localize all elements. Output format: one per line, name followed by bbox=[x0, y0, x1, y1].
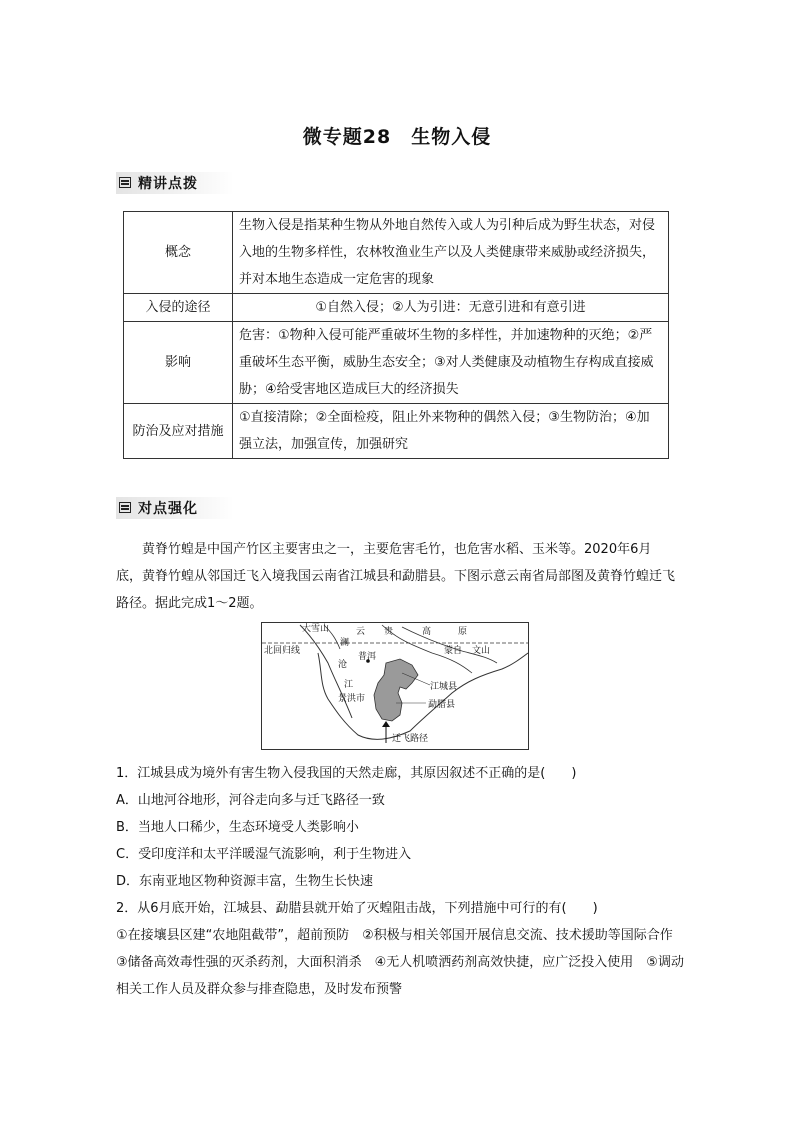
notebook-icon bbox=[119, 502, 131, 513]
label-puer: 普洱 bbox=[358, 652, 377, 662]
label-route: 迁飞路径 bbox=[392, 734, 429, 744]
section-header-explanation bbox=[116, 172, 234, 194]
label-jinghong: 景洪市 bbox=[338, 694, 366, 704]
row-key: 概念 bbox=[124, 212, 233, 294]
yunnan-map bbox=[261, 622, 529, 750]
highlight-counties bbox=[374, 659, 418, 721]
section-label: 对点强化 bbox=[138, 501, 198, 517]
label-jiang: 江 bbox=[344, 680, 354, 690]
label-lan: 澜 bbox=[340, 638, 350, 648]
label-mengla: 勐腊县 bbox=[428, 700, 456, 710]
notebook-icon bbox=[119, 177, 131, 188]
passage-text: 黄脊竹蝗是中国产竹区主要害虫之一，主要危害毛竹，也危害水稻、玉米等。2020年6月底，黄脊竹蝗从邻国迁飞入境我国云南省江城县和勐腊县。下图示意云南省局部图及黄脊竹蝗迁飞路径。据此完成1～2题。 bbox=[116, 542, 676, 611]
row-value: ①自然入侵；②人为引进：无意引进和有意引进 bbox=[233, 294, 669, 322]
route-arrow bbox=[382, 721, 390, 727]
option-a: A．山地河谷地形，河谷走向多与迁飞路径一致 bbox=[116, 793, 385, 808]
label-tropic: 北回归线 bbox=[264, 646, 301, 656]
table-row bbox=[124, 294, 669, 322]
info-table bbox=[123, 211, 669, 459]
question-1 bbox=[116, 760, 686, 895]
river-2 bbox=[402, 627, 497, 663]
label-cang: 沧 bbox=[338, 660, 348, 670]
label-mengzi: 蒙自 bbox=[444, 646, 463, 656]
table-row bbox=[124, 212, 669, 294]
label-yuan: 原 bbox=[458, 627, 468, 637]
table-row bbox=[124, 322, 669, 404]
label-gui: 贵 bbox=[384, 627, 394, 637]
question-2 bbox=[116, 895, 686, 1003]
label-gao: 高 bbox=[422, 627, 432, 637]
question-options-text: ①在接壤县区建“农地阻截带”，超前预防 ②积极与相关邻国开展信息交流、技术援助等国际合作 ③储备高效毒性强的灭杀药剂，大面积消杀 ④无人机喷洒药剂高效快捷，应广泛投入使用 ⑤调动相关工作人员及群众参与排查隐患，及时发布预警 bbox=[116, 928, 686, 997]
row-value: ①直接清除；②全面检疫，阻止外来物种的偶然入侵；③生物防治；④加强立法，加强宣传，加强研究 bbox=[233, 404, 669, 459]
question-stem: 1．江城县成为境外有害生物入侵我国的天然走廊，其原因叙述不正确的是( ) bbox=[116, 766, 577, 781]
option-d: D．东南亚地区物种资源丰富，生物生长快速 bbox=[116, 874, 374, 889]
question-stem: 2．从6月底开始，江城县、勐腊县就开始了灭蝗阻击战，下列措施中可行的有( ) bbox=[116, 901, 598, 916]
table-row bbox=[124, 404, 669, 459]
row-key: 防治及应对措施 bbox=[124, 404, 233, 459]
label-yun: 云 bbox=[356, 627, 366, 637]
section-label: 精讲点拨 bbox=[138, 176, 198, 192]
row-key: 影响 bbox=[124, 322, 233, 404]
label-wenshan: 文山 bbox=[472, 646, 491, 656]
row-value: 危害：①物种入侵可能严重破坏生物的多样性，并加速物种的灭绝；②严重破坏生态平衡，威胁生态安全；③对人类健康及动植物生存构成直接威胁；④给受害地区造成巨大的经济损失 bbox=[233, 322, 669, 404]
label-jiangcheng: 江城县 bbox=[430, 682, 458, 692]
row-key: 入侵的途径 bbox=[124, 294, 233, 322]
option-c: C．受印度洋和太平洋暖湿气流影响，利于生物进入 bbox=[116, 847, 412, 862]
page-title: 微专题28 生物入侵 bbox=[302, 126, 492, 148]
row-value: 生物入侵是指某种生物从外地自然传入或人为引种后成为野生状态，对侵入地的生物多样性，农林牧渔业生产以及人类健康带来威胁或经济损失，并对本地生态造成一定危害的现象 bbox=[233, 212, 669, 294]
option-b: B．当地人口稀少，生态环境受人类影响小 bbox=[116, 820, 359, 835]
label-daxueshan: 大雪山 bbox=[302, 624, 330, 634]
section-header-practice bbox=[116, 497, 234, 519]
map-graphic bbox=[262, 623, 528, 749]
